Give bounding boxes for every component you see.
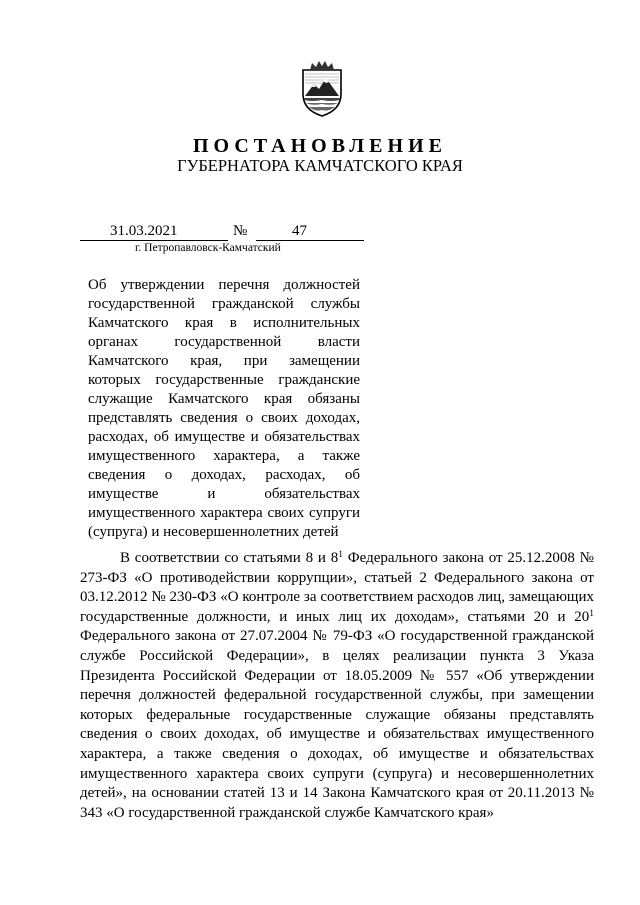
superscript-1: 1	[338, 550, 343, 560]
preamble-part-2: Федерального закона от 25.12.2008 № 273-ФЗ «О противодействии коррупции», статьей 2 Федерального закона от 03.12.2012 № 230-ФЗ «О контроле за соответствием расходов лиц, замещающих государственные должности, и иных лиц их доходам», статьями 20 и 20	[80, 550, 594, 625]
document-title: ПОСТАНОВЛЕНИЕ	[193, 135, 447, 157]
document-subtitle: ГУБЕРНАТОРА КАМЧАТСКОГО КРАЯ	[177, 156, 463, 175]
preamble-paragraph	[80, 549, 594, 823]
document-date: 31.03.2021	[110, 223, 178, 239]
document-number: 47	[292, 223, 307, 239]
number-underline	[256, 240, 364, 241]
superscript-2: 1	[589, 608, 594, 619]
preamble-part-1: В соответствии со статьями 8 и 8	[120, 550, 339, 566]
coat-of-arms-icon	[300, 60, 344, 118]
date-number-row	[80, 223, 364, 240]
number-sign: №	[233, 223, 248, 239]
issue-city: г. Петропавловск-Камчатский	[135, 242, 281, 254]
date-underline	[80, 240, 228, 241]
preamble-part-3: Федерального закона от 27.07.2004 № 79-ФЗ «О государственной гражданской службе Российской Федерации», в целях реализации пункта 3 Указа Президента Российской Федерации от 18.05.2009 № 557 «Об утверждении перечня должностей федеральной государственной службы, при замещении которых федеральные государственные служащие обязаны представлять сведения о своих доходах, об имуществе и обязательствах имущественного характера, а также сведения о доходах, об имуществе и обязательствах имущественного характера своих супруги (супруга) и несовершеннолетних детей», на основании статей 13 и 14 Закона Камчатского края от 20.11.2013 № 343 «О государственной гражданской службе Камчатского края»	[80, 628, 594, 821]
document-subject: Об утверждении перечня должностей государственной гражданской службы Камчатского края в исполнительных органах государственной власти Камчатского края, при замещении которых государственные гражданские служащие Камчатского края обязаны представлять сведения о своих доходах, расходах, об имуществе и обязательствах имущественного характера, а также сведения о доходах, расходах, об имуществе и обязательствах имущественного характера своих супруги (супруга) и несовершеннолетних детей	[88, 277, 360, 540]
